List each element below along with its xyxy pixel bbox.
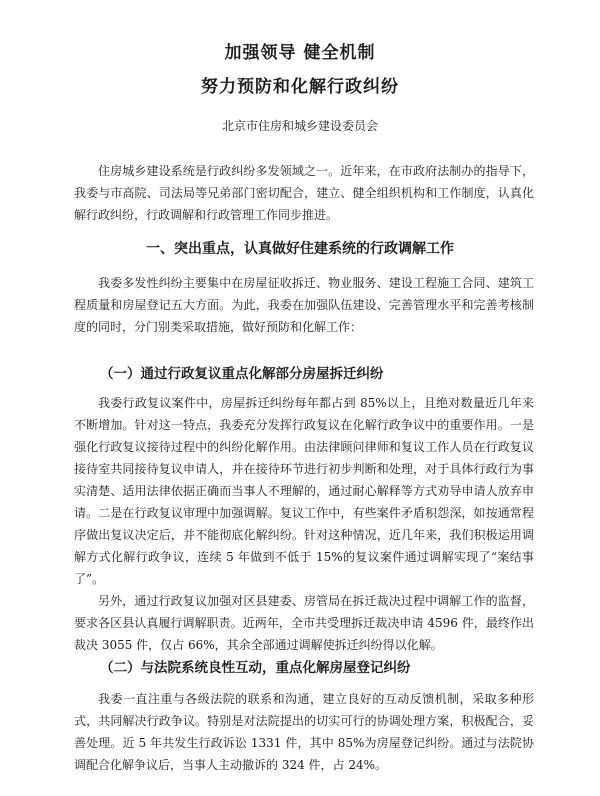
subsection-2-body: [74, 688, 534, 776]
subsection-1-heading: （一）通过行政复议重点化解部分房屋拆迁纠纷: [100, 366, 384, 382]
title-line-1: 加强领导 健全机制: [224, 43, 376, 63]
subsection-1-body: [74, 392, 534, 656]
subsection-1-paragraph-2: 另外，通过行政复议加强对区县建委、房管局在拆迁裁决过程中调解工作的监督，要求各区县认真履行调解职责。近两年，全市共受理拆迁裁决申请 4596 件，最终作出裁决 3055 件，仅占 66%，其余全部通过调解使拆迁纠纷得以化解。: [74, 594, 534, 652]
subsection-2-paragraph-1: 我委一直注重与各级法院的联系和沟通，建立良好的互动反馈机制，采取多种形式，共同解决行政争议。特别是对法院提出的切实可行的协调处理方案，积极配合，妥善处理。近 5 年共发生行政诉讼 1331 件，其中 85%为房屋登记纠纷。通过与法院协调配合化解争议后，当事人主动撤诉的 324 件，占 24%。: [74, 692, 534, 772]
title-line-2: 努力预防和化解行政纠纷: [201, 77, 399, 97]
section-1-intro-text: 我委多发性纠纷主要集中在房屋征收拆迁、物业服务、建设工程施工合同、建筑工程质量和房屋登记五大方面。为此，我委在加强队伍建设、完善管理水平和完善考核制度的同时，分门别类采取措施，做好预防和化解工作：: [74, 276, 534, 334]
section-1-intro: [74, 272, 534, 338]
subsection-1-paragraph-1: 我委行政复议案件中，房屋拆迁纠纷每年都占到 85%以上，且绝对数量近几年来不断增加。针对这一特点，我委充分发挥行政复议在化解行政争议中的重要作用。一是强化行政复议接待过程中的纠纷化解作用。由法律顾问律师和复议工作人员在行政复议接待室共同接待复议申请人，并在接待环节进行初步判断和处理，对于具体行政行为事实清楚、适用法律依据正确而当事人不理解的，通过耐心解释等方式劝导申请人放弃申请。二是在行政复议审理中加强调解。复议工作中，有些案件矛盾积怨深，如按通常程序做出复议决定后，并不能彻底化解纠纷。针对这种情况，近几年来，我们积极运用调解方式化解行政争议，连续 5 年做到不低于 15%的复议案件通过调解实现了“案结事了”。: [74, 396, 534, 586]
author-line: 北京市住房和城乡建设委员会: [221, 119, 378, 133]
intro-paragraph: [74, 160, 534, 226]
intro-text: 住房城乡建设系统是行政纠纷多发领域之一。近年来，在市政府法制办的指导下，我委与市高院、司法局等兄弟部门密切配合，建立、健全组织机构和工作制度，认真化解行政纠纷，行政调解和行政管理工作同步推进。: [74, 164, 534, 222]
subsection-2-heading: （二）与法院系统良性互动，重点化解房屋登记纠纷: [100, 660, 411, 676]
section-1-heading: 一、突出重点，认真做好住建系统的行政调解工作: [146, 241, 454, 257]
